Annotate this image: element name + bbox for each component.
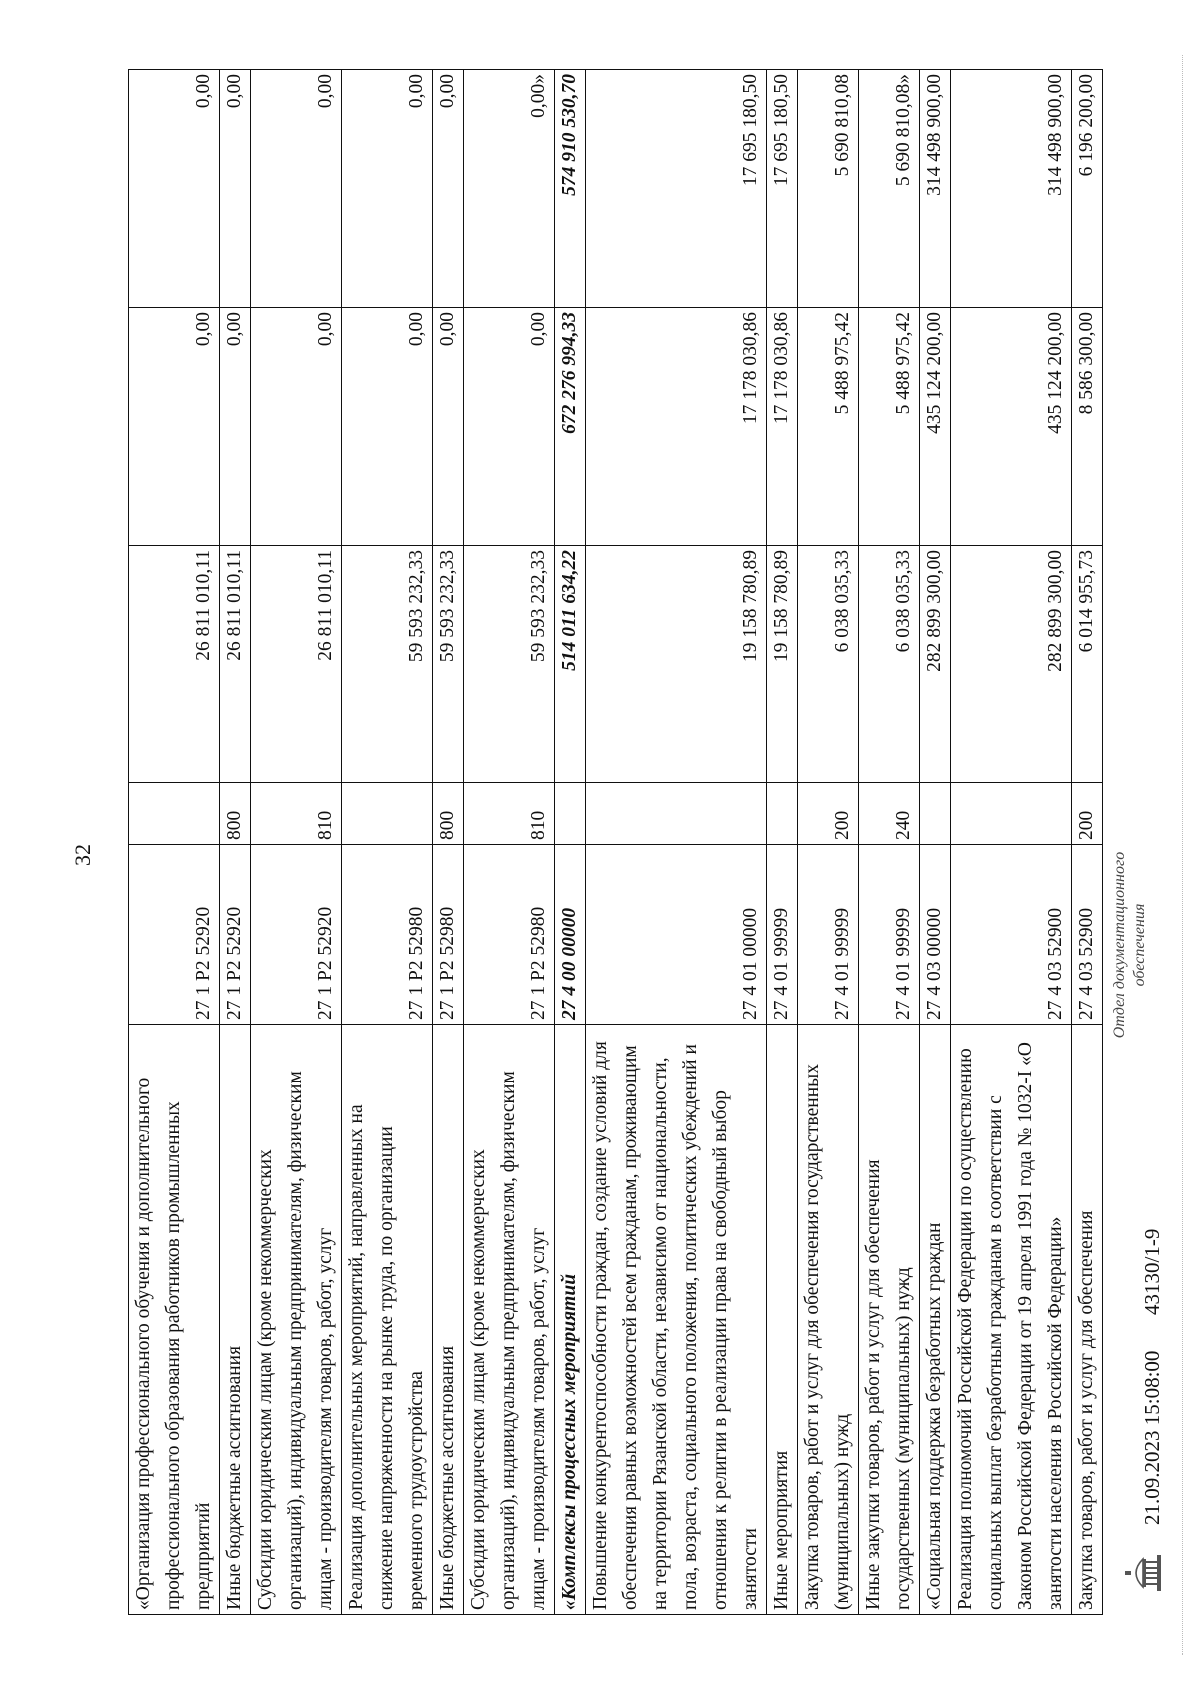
table-row	[767, 70, 798, 1615]
row-code-cell: 27 1 P2 52980	[342, 845, 433, 1025]
row-sum-2023-cell: 6 038 035,33	[798, 546, 859, 783]
row-name-cell: Повышение конкурентоспособности граждан, создание условий для обеспечения равных возможностей всем гражданам, проживающим на территории Рязанской области, независимо от национальности, пола, возраста, социального положения, политических убеждений и отношения к религии в реализации права на свободный выбор занятости	[586, 1025, 767, 1615]
row-code-cell: 27 1 P2 52920	[220, 845, 251, 1025]
footer-doc-number: 43130/1-9	[1140, 1228, 1164, 1315]
page-number: 32	[70, 844, 95, 866]
row-sum-2024-cell: 5 488 975,42	[859, 308, 920, 546]
row-sum-2024-cell: 0,00	[464, 308, 555, 546]
scan-edge	[1182, 55, 1184, 1655]
row-name-cell: «Организация профессионального обучения и дополнительного профессионального образования работников промышленных предприятий	[129, 1025, 220, 1615]
row-sum-2024-cell: 0,00	[251, 308, 342, 546]
row-code-cell: 27 1 P2 52920	[251, 845, 342, 1025]
budget-table	[128, 69, 1103, 1615]
row-sum-2024-cell: 0,00	[129, 308, 220, 546]
row-vr-cell	[129, 783, 220, 845]
row-sum-2025-cell: 0,00	[342, 70, 433, 308]
row-vr-cell	[951, 783, 1072, 845]
row-vr-cell: 240	[859, 783, 920, 845]
row-name-cell: Иные бюджетные ассигнования	[433, 1025, 464, 1615]
footer-date: 21.09.2023 15:08:00	[1140, 1350, 1164, 1525]
row-name-cell: Субсидии юридическим лицам (кроме некоммерческих организаций), индивидуальным предпринимателям, физическим лицам - производителям товаров, работ, услуг	[464, 1025, 555, 1615]
department-stamp	[1110, 805, 1150, 1085]
row-code-cell: 27 4 01 99999	[767, 845, 798, 1025]
row-name-cell: Реализация полномочий Российской Федерации по осуществлению социальных выплат безработным гражданам в соответствии с Законом Российской Федерации от 19 апреля 1991 года № 1032-I «О занятости населения в Российской Федерации»	[951, 1025, 1072, 1615]
table-row	[433, 70, 464, 1615]
row-sum-2025-cell: 6 196 200,00	[1072, 70, 1103, 308]
row-vr-cell	[767, 783, 798, 845]
row-code-cell: 27 4 01 00000	[586, 845, 767, 1025]
row-sum-2023-cell: 19 158 780,89	[586, 546, 767, 783]
table-row	[555, 70, 586, 1615]
row-name-cell: Субсидии юридическим лицам (кроме некоммерческих организаций), индивидуальным предпринимателям, физическим лицам - производителям товаров, работ, услуг	[251, 1025, 342, 1615]
row-name-cell: Закупка товаров, работ и услуг для обеспечения	[1072, 1025, 1103, 1615]
row-sum-2025-cell: 0,00»	[464, 70, 555, 308]
row-vr-cell	[555, 783, 586, 845]
duma-building-icon	[1125, 1551, 1165, 1595]
row-sum-2024-cell: 8 586 300,00	[1072, 308, 1103, 546]
row-code-cell: 27 1 P2 52980	[464, 845, 555, 1025]
row-sum-2025-cell: 0,00	[220, 70, 251, 308]
row-code-cell: 27 4 03 00000	[920, 845, 951, 1025]
row-vr-cell: 200	[798, 783, 859, 845]
stamp-line-1: Отдел документационного	[1111, 851, 1128, 1039]
table-row	[342, 70, 433, 1615]
table-body	[129, 70, 1103, 1615]
row-sum-2025-cell: 5 690 810,08	[798, 70, 859, 308]
row-sum-2025-cell: 0,00	[433, 70, 464, 308]
table-row	[798, 70, 859, 1615]
row-sum-2023-cell: 19 158 780,89	[767, 546, 798, 783]
row-sum-2024-cell: 0,00	[220, 308, 251, 546]
row-sum-2025-cell: 5 690 810,08»	[859, 70, 920, 308]
row-code-cell: 27 4 03 52900	[951, 845, 1072, 1025]
row-sum-2025-cell: 314 498 900,00	[920, 70, 951, 308]
row-sum-2023-cell: 282 899 300,00	[951, 546, 1072, 783]
row-sum-2023-cell: 6 014 955,73	[1072, 546, 1103, 783]
row-code-cell: 27 4 03 52900	[1072, 845, 1103, 1025]
row-sum-2023-cell: 6 038 035,33	[859, 546, 920, 783]
row-sum-2025-cell: 314 498 900,00	[951, 70, 1072, 308]
table-row	[1072, 70, 1103, 1615]
row-sum-2024-cell: 0,00	[342, 308, 433, 546]
row-sum-2023-cell: 26 811 010,11	[251, 546, 342, 783]
row-sum-2025-cell: 17 695 180,50	[586, 70, 767, 308]
row-vr-cell	[920, 783, 951, 845]
table-row	[920, 70, 951, 1615]
row-name-cell: Иные бюджетные ассигнования	[220, 1025, 251, 1615]
row-sum-2023-cell: 514 011 634,22	[555, 546, 586, 783]
row-vr-cell	[342, 783, 433, 845]
row-sum-2024-cell: 5 488 975,42	[798, 308, 859, 546]
table-row	[586, 70, 767, 1615]
row-sum-2025-cell: 0,00	[129, 70, 220, 308]
table-row	[129, 70, 220, 1615]
table-row	[220, 70, 251, 1615]
row-sum-2023-cell: 26 811 010,11	[129, 546, 220, 783]
row-code-cell: 27 4 00 00000	[555, 845, 586, 1025]
table-row	[859, 70, 920, 1615]
row-sum-2025-cell: 17 695 180,50	[767, 70, 798, 308]
row-vr-cell: 810	[251, 783, 342, 845]
row-vr-cell	[586, 783, 767, 845]
row-vr-cell: 200	[1072, 783, 1103, 845]
row-vr-cell: 810	[464, 783, 555, 845]
table-row	[951, 70, 1072, 1615]
row-sum-2023-cell: 282 899 300,00	[920, 546, 951, 783]
row-name-cell: Иные закупки товаров, работ и услуг для обеспечения государственных (муниципальных) нужд	[859, 1025, 920, 1615]
row-sum-2024-cell: 0,00	[433, 308, 464, 546]
table-row	[251, 70, 342, 1615]
row-sum-2024-cell: 435 124 200,00	[920, 308, 951, 546]
row-name-cell: «Социальная поддержка безработных граждан	[920, 1025, 951, 1615]
row-code-cell: 27 1 P2 52920	[129, 845, 220, 1025]
row-code-cell: 27 1 P2 52980	[433, 845, 464, 1025]
row-sum-2025-cell: 574 910 530,70	[555, 70, 586, 308]
row-name-cell: «Комплексы процессных мероприятий	[555, 1025, 586, 1615]
row-vr-cell: 800	[433, 783, 464, 845]
row-sum-2025-cell: 0,00	[251, 70, 342, 308]
row-sum-2023-cell: 26 811 010,11	[220, 546, 251, 783]
row-name-cell: Реализация дополнительных мероприятий, направленных на снижение напряженности на рынке труда, по организации временного трудоустройства	[342, 1025, 433, 1615]
row-sum-2023-cell: 59 593 232,33	[464, 546, 555, 783]
table-row	[464, 70, 555, 1615]
row-sum-2024-cell: 17 178 030,86	[767, 308, 798, 546]
row-vr-cell: 800	[220, 783, 251, 845]
row-code-cell: 27 4 01 99999	[859, 845, 920, 1025]
row-sum-2024-cell: 435 124 200,00	[951, 308, 1072, 546]
row-name-cell: Иные мероприятия	[767, 1025, 798, 1615]
row-sum-2024-cell: 672 276 994,33	[555, 308, 586, 546]
row-sum-2023-cell: 59 593 232,33	[342, 546, 433, 783]
row-sum-2023-cell: 59 593 232,33	[433, 546, 464, 783]
row-name-cell: Закупка товаров, работ и услуг для обеспечения государственных (муниципальных) нужд	[798, 1025, 859, 1615]
stamp-line-2: обеспечения	[1131, 903, 1148, 987]
row-sum-2024-cell: 17 178 030,86	[586, 308, 767, 546]
row-code-cell: 27 4 01 99999	[798, 845, 859, 1025]
